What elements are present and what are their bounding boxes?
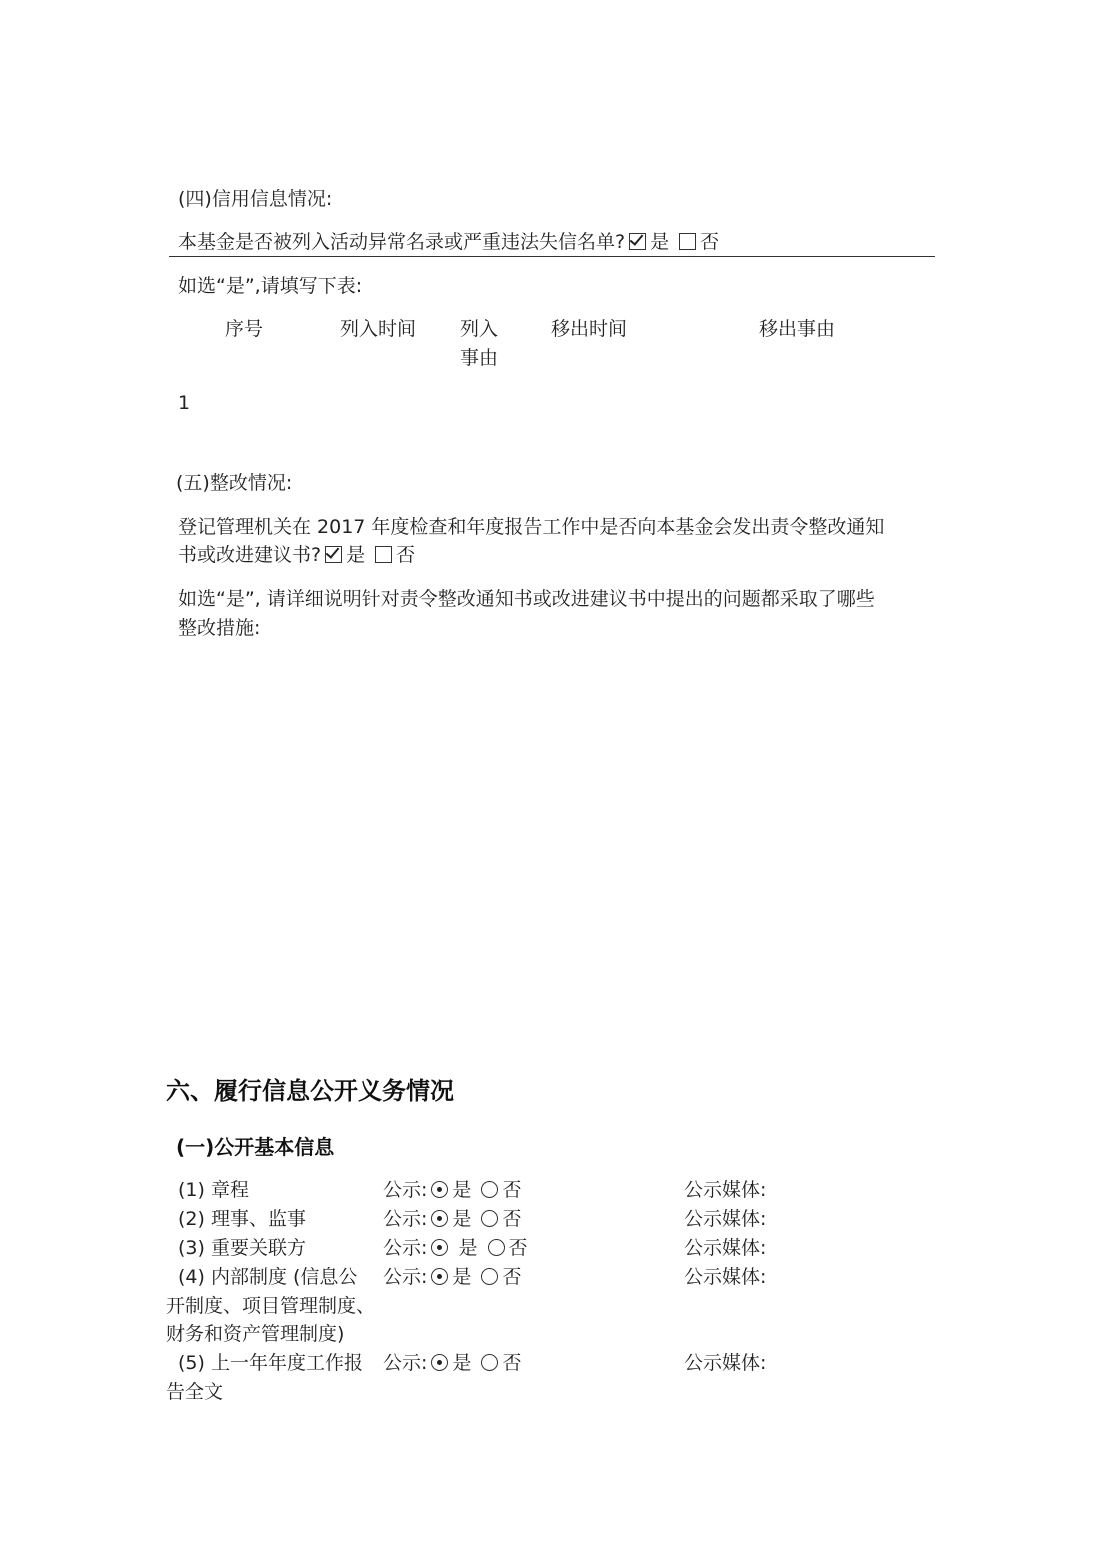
disclose-item-options	[383, 1349, 521, 1377]
disclose-item-label-cont: 财务和资产管理制度)	[166, 1323, 345, 1345]
credit-instruction: 如选“是”,请填写下表:	[178, 275, 363, 297]
media-label: 公示媒体:	[684, 1266, 767, 1288]
table-header-removed-reason: 移出事由	[759, 318, 836, 340]
table-header-removed-time: 移出时间	[551, 318, 628, 340]
disclose-no-label: 否	[502, 1266, 522, 1288]
disclose-item-label-cont: 告全文	[166, 1381, 224, 1403]
disclose-item-label: (4) 内部制度 (信息公	[178, 1266, 358, 1288]
disclose-yes-radio[interactable]	[431, 1239, 448, 1256]
rectify-yes-label: 是	[346, 544, 366, 566]
table-header-listed-time: 列入时间	[340, 318, 417, 340]
disclose-label: 公示:	[383, 1237, 428, 1259]
disclose-item-options	[383, 1176, 521, 1204]
divider-line	[169, 256, 935, 257]
credit-no-checkbox[interactable]	[679, 233, 696, 250]
disclose-no-radio[interactable]	[481, 1210, 498, 1227]
disclose-yes-radio[interactable]	[431, 1181, 448, 1198]
media-label: 公示媒体:	[684, 1208, 767, 1230]
section6-title: 六、履行信息公开义务情况	[166, 1077, 454, 1105]
disclose-no-radio[interactable]	[481, 1181, 498, 1198]
section4-title: (四)信用信息情况:	[178, 188, 333, 210]
disclose-yes-radio[interactable]	[431, 1354, 448, 1371]
disclose-yes-label: 是	[458, 1237, 478, 1259]
section6-subtitle: (一)公开基本信息	[176, 1135, 335, 1159]
disclose-label: 公示:	[383, 1266, 428, 1288]
credit-yes-label: 是	[650, 231, 670, 253]
disclose-label: 公示:	[383, 1352, 428, 1374]
credit-question: 本基金是否被列入活动异常名录或严重违法失信名单?	[178, 231, 626, 253]
disclose-no-label: 否	[502, 1208, 522, 1230]
disclose-yes-label: 是	[452, 1208, 472, 1230]
disclose-no-radio[interactable]	[481, 1354, 498, 1371]
disclose-label: 公示:	[383, 1179, 428, 1201]
media-label: 公示媒体:	[684, 1352, 767, 1374]
disclose-no-label: 否	[502, 1179, 522, 1201]
disclose-yes-radio[interactable]	[431, 1268, 448, 1285]
credit-question-line	[178, 228, 719, 256]
disclose-item-label: (1) 章程	[178, 1179, 249, 1201]
table-header-listed-reason-2: 事由	[460, 347, 499, 369]
disclose-yes-label: 是	[452, 1266, 472, 1288]
disclose-no-radio[interactable]	[488, 1239, 505, 1256]
disclose-item-label: (3) 重要关联方	[178, 1237, 306, 1259]
disclose-item-options	[383, 1205, 521, 1233]
table-header-index: 序号	[225, 318, 264, 340]
disclose-item-label-cont: 开制度、项目管理制度、	[166, 1295, 376, 1317]
rectify-no-checkbox[interactable]	[375, 546, 392, 563]
rectify-question-line1: 登记管理机关在 2017 年度检查和年度报告工作中是否向本基金会发出责令整改通知	[178, 516, 885, 538]
rectify-no-label: 否	[396, 544, 416, 566]
disclose-no-label: 否	[508, 1237, 528, 1259]
credit-yes-checkbox[interactable]	[629, 233, 646, 250]
table-row-index: 1	[178, 392, 191, 414]
table-header-listed-reason-1: 列入	[460, 318, 499, 340]
disclose-item-label: (5) 上一年年度工作报	[178, 1352, 363, 1374]
disclose-item-options	[383, 1234, 528, 1262]
media-label: 公示媒体:	[684, 1237, 767, 1259]
rectify-question-line2	[178, 541, 415, 569]
rectify-question: 书或改进建议书?	[178, 544, 322, 566]
section5-title: (五)整改情况:	[176, 472, 293, 494]
disclose-yes-label: 是	[452, 1179, 472, 1201]
credit-no-label: 否	[700, 231, 720, 253]
media-label: 公示媒体:	[684, 1179, 767, 1201]
disclose-item-options	[383, 1263, 521, 1291]
rectify-detail-line1: 如选“是”, 请详细说明针对责令整改通知书或改进建议书中提出的问题都采取了哪些	[178, 588, 875, 610]
disclose-no-radio[interactable]	[481, 1268, 498, 1285]
rectify-yes-checkbox[interactable]	[325, 546, 342, 563]
disclose-label: 公示:	[383, 1208, 428, 1230]
disclose-no-label: 否	[502, 1352, 522, 1374]
rectify-detail-line2: 整改措施:	[178, 617, 261, 639]
disclose-item-label: (2) 理事、监事	[178, 1208, 306, 1230]
disclose-yes-label: 是	[452, 1352, 472, 1374]
disclose-yes-radio[interactable]	[431, 1210, 448, 1227]
